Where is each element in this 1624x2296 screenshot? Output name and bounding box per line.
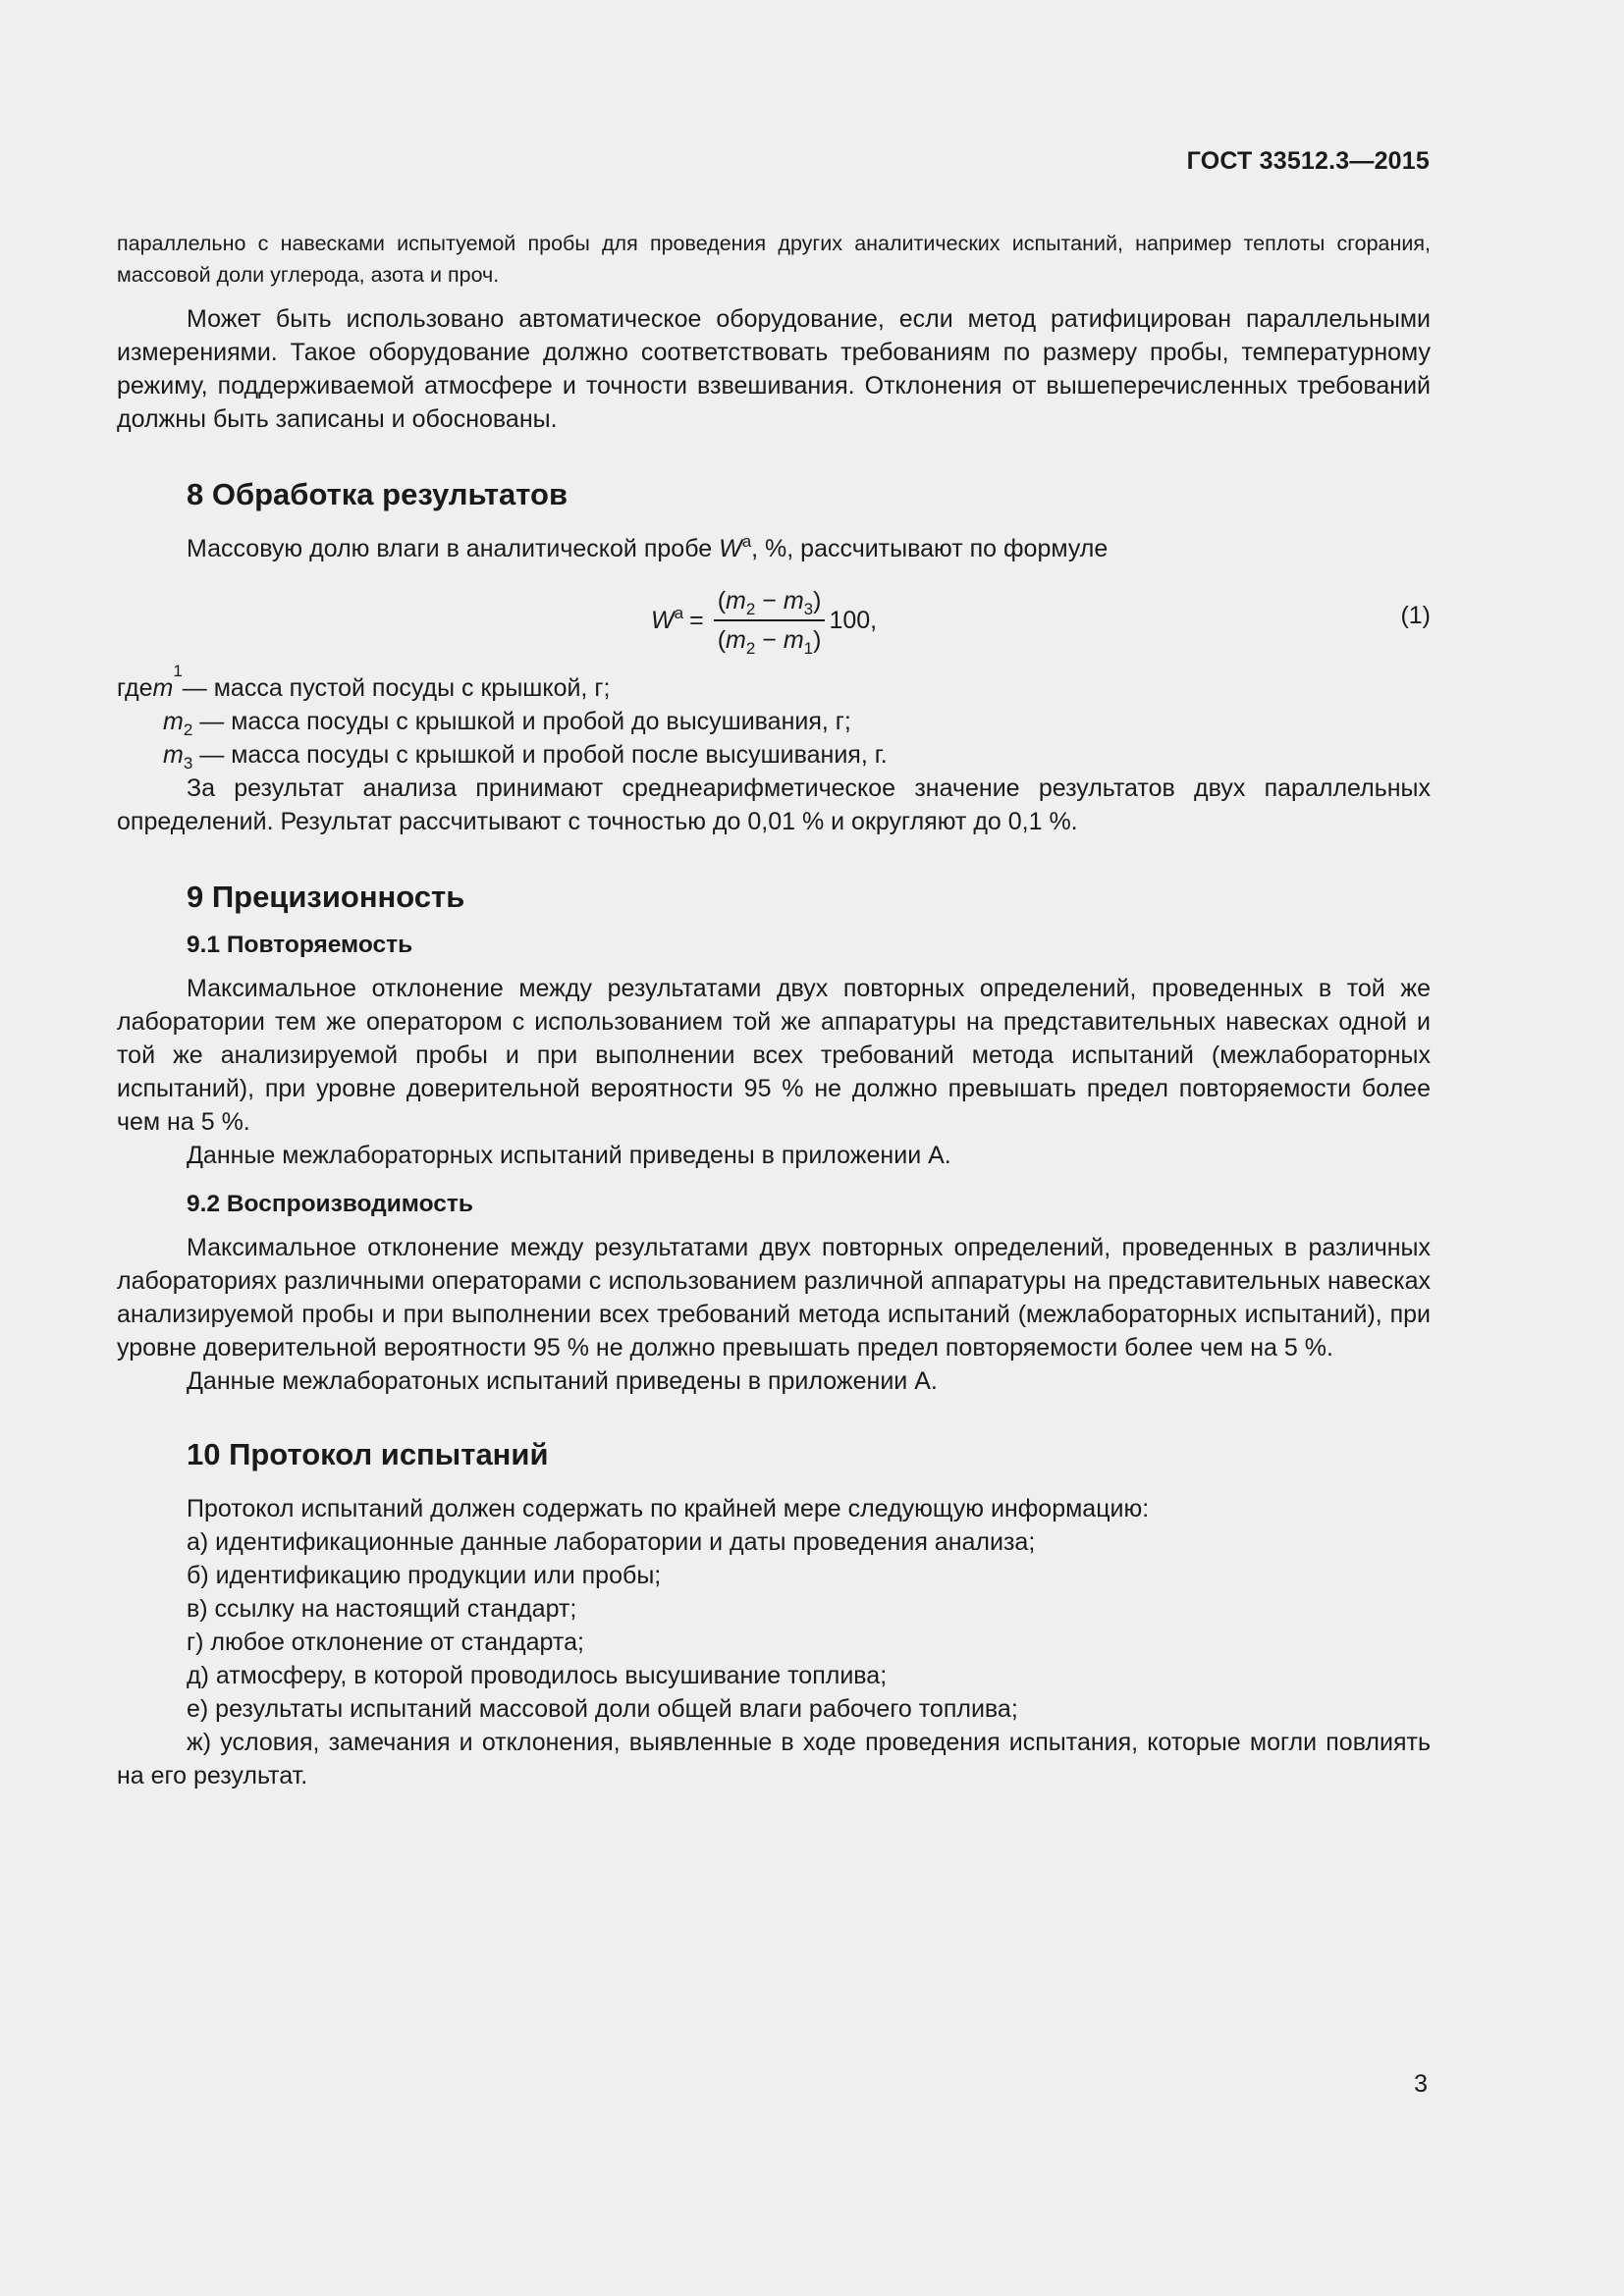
page-number: 3 <box>1414 2070 1428 2098</box>
standard-code: ГОСТ 33512.3—2015 <box>1186 147 1430 175</box>
section-10-title: 10 Протокол испытаний <box>187 1437 549 1471</box>
protocol-item: г) любое отклонение от стандарта; <box>187 1629 584 1656</box>
page-content <box>117 228 1431 1792</box>
formula-fraction <box>714 586 826 658</box>
formula-denominator: $(m_2 - m_1)$ <box>717 626 822 658</box>
section-9-title: 9 Прецизионность <box>187 880 465 914</box>
automatic-equipment-paragraph: Может быть использовано автоматическое оборудование, если метод ратифицирован параллельными измерениями. Такое оборудование должно соответствовать требованиям по размеру пробы, температурному режиму, поддерживаемой атмосфере и точности взвешивания. Отклонения от вышеперечисленных требований должны быть записаны и обоснованы. <box>117 305 1431 433</box>
continuation-paragraph: параллельно с навесками испытуемой пробы для проведения других аналитических испытаний, например теплоты сгорания, массовой доли углерода, азота и проч. <box>117 232 1431 287</box>
section-8-intro: Массовую долю влаги в аналитической пробе $W^a$, %, рассчитывают по формуле <box>187 532 1109 562</box>
section-8-title: 8 Обработка результатов <box>187 477 568 511</box>
section-9-2-title: 9.2 Воспроизводимость <box>187 1191 473 1217</box>
protocol-item: б) идентификацию продукции или пробы; <box>187 1562 662 1589</box>
repeatability-paragraph: Максимальное отклонение между результатами двух повторных определений, проведенных в той же лаборатории тем же оператором с использованием той же аппаратуры на представительных навесках одной и той же анализируемой пробы и при выполнении всех требований метода испытаний (межлабораторных испытаний), при уровне доверительной вероятности 95 % не должно превышать предел повторяемости более чем на 5 %. <box>117 975 1431 1136</box>
formula-legend <box>117 662 1431 773</box>
legend-item: $m_3$ — масса посуды с крышкой и пробой после высушивания, г. <box>163 741 888 773</box>
protocol-item: д) атмосферу, в которой проводилось высушивание топлива; <box>187 1662 888 1689</box>
result-paragraph: За результат анализа принимают среднеарифметическое значение результатов двух параллельных определений. Результат рассчитывают с точностью до 0,01 % и округляют до 0,1 %. <box>117 774 1431 835</box>
protocol-item: а) идентификационные данные лаборатории и даты проведения анализа; <box>187 1528 1036 1556</box>
repeatability-note: Данные межлабораторных испытаний приведены в приложении А. <box>187 1142 951 1169</box>
protocol-item: ж) условия, замечания и отклонения, выявленные в ходе проведения испытания, которые могли повлиять на его результат. <box>117 1729 1431 1789</box>
moisture-formula: $W^a$ = $\frac{(m_2 - m_3)}{(m_2 - m_1)}$ 100, <box>651 587 878 658</box>
reproducibility-paragraph: Максимальное отклонение между результатами двух повторных определений, проведенных в различных лабораториях различными операторами с использованием различной аппаратуры на представительных навесках анализируемой пробы и при выполнении всех требований метода испытаний (межлабораторных испытаний), при уровне доверительной вероятности 95 % не должно превышать предел повторяемости более чем на 5 %. <box>117 1234 1431 1362</box>
legend-item: $m_2$ — масса посуды с крышкой и пробой до высушивания, г; <box>163 708 851 739</box>
reproducibility-note: Данные межлаборатоных испытаний приведены в приложении А. <box>187 1367 938 1395</box>
formula-number: (1) <box>1400 602 1431 629</box>
formula-1 <box>117 577 1431 664</box>
protocol-intro: Протокол испытаний должен содержать по крайней мере следующую информацию: <box>187 1495 1150 1522</box>
protocol-item: в) ссылку на настоящий стандарт; <box>187 1595 577 1623</box>
legend-item: где m 1 — масса пустой посуды с крышкой, г; <box>117 662 611 702</box>
section-9-1-title: 9.1 Повторяемость <box>187 932 413 958</box>
protocol-item: е) результаты испытаний массовой доли общей влаги рабочего топлива; <box>187 1695 1018 1723</box>
formula-numerator: $(m_2 - m_3)$ <box>714 586 826 621</box>
